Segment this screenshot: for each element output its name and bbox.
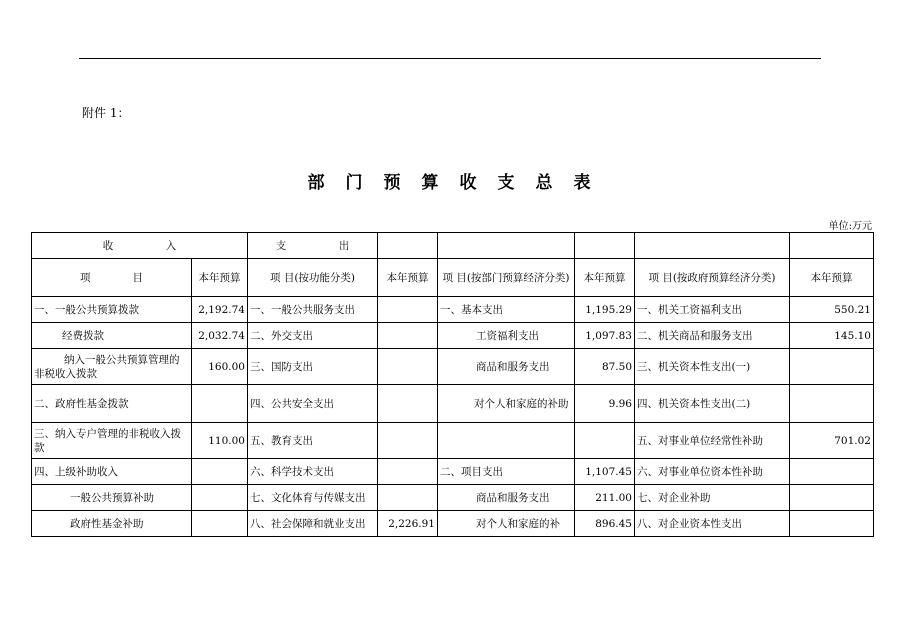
dept-item: 对个人和家庭的补助 — [438, 385, 575, 423]
dept-value: 87.50 — [575, 349, 635, 385]
col-header-gov-econ-item: 项 目(按政府预算经济分类) — [635, 259, 790, 297]
col-header-func-item: 项 目(按功能分类) — [248, 259, 378, 297]
table-row — [32, 297, 874, 323]
income-item: 政府性基金补助 — [32, 511, 192, 537]
dept-value: 9.96 — [575, 385, 635, 423]
header-blank-cell — [438, 233, 575, 259]
table-row — [32, 323, 874, 349]
func-value — [378, 385, 438, 423]
dept-item — [438, 423, 575, 459]
gov-item: 四、机关资本性支出(二) — [635, 385, 790, 423]
func-item: 八、社会保障和就业支出 — [248, 511, 378, 537]
dept-value: 896.45 — [575, 511, 635, 537]
gov-item: 五、对事业单位经常性补助 — [635, 423, 790, 459]
func-item: 四、公共安全支出 — [248, 385, 378, 423]
func-value: 2,226.91 — [378, 511, 438, 537]
func-value — [378, 459, 438, 485]
gov-value: 145.10 — [790, 323, 874, 349]
func-value — [378, 423, 438, 459]
col-header-dept-econ-item: 项 目(按部门预算经济分类) — [438, 259, 575, 297]
gov-item: 七、对企业补助 — [635, 485, 790, 511]
table-row — [32, 511, 874, 537]
income-value: 2,192.74 — [192, 297, 248, 323]
col-header-dept-budget: 本年预算 — [575, 259, 635, 297]
income-item: 二、政府性基金拨款 — [32, 385, 192, 423]
table-header-row-2 — [32, 259, 874, 297]
dept-value: 1,097.83 — [575, 323, 635, 349]
unit-label: 单位:万元 — [828, 221, 872, 232]
col-header-func-budget: 本年预算 — [378, 259, 438, 297]
dept-item: 工资福利支出 — [438, 323, 575, 349]
dept-value — [575, 423, 635, 459]
func-item: 七、文化体育与传媒支出 — [248, 485, 378, 511]
dept-item: 一、基本支出 — [438, 297, 575, 323]
gov-value — [790, 511, 874, 537]
income-item: 一般公共预算补助 — [32, 485, 192, 511]
gov-item: 二、机关商品和服务支出 — [635, 323, 790, 349]
page-title: 部门预算收支总表 — [307, 173, 612, 193]
gov-value: 550.21 — [790, 297, 874, 323]
income-item: 经费拨款 — [32, 323, 192, 349]
header-blank-cell — [635, 233, 790, 259]
table-row — [32, 459, 874, 485]
col-header-income-item: 项 目 — [32, 259, 192, 297]
func-item: 三、国防支出 — [248, 349, 378, 385]
income-value: 2,032.74 — [192, 323, 248, 349]
table-header-row-1 — [32, 233, 874, 259]
func-item: 六、科学技术支出 — [248, 459, 378, 485]
dept-item: 商品和服务支出 — [438, 349, 575, 385]
func-item: 五、教育支出 — [248, 423, 378, 459]
header-blank-cell — [790, 233, 874, 259]
income-value: 110.00 — [192, 423, 248, 459]
func-value — [378, 349, 438, 385]
dept-value: 211.00 — [575, 485, 635, 511]
header-blank-cell — [575, 233, 635, 259]
dept-value: 1,107.45 — [575, 459, 635, 485]
dept-value: 1,195.29 — [575, 297, 635, 323]
gov-value: 701.02 — [790, 423, 874, 459]
income-value — [192, 385, 248, 423]
income-value — [192, 459, 248, 485]
table-row — [32, 423, 874, 459]
gov-item: 三、机关资本性支出(一) — [635, 349, 790, 385]
income-item: 四、上级补助收入 — [32, 459, 192, 485]
func-item: 二、外交支出 — [248, 323, 378, 349]
col-header-gov-budget: 本年预算 — [790, 259, 874, 297]
func-value — [378, 485, 438, 511]
header-blank-cell — [378, 233, 438, 259]
income-item: 一、一般公共预算拨款 — [32, 297, 192, 323]
gov-item: 八、对企业资本性支出 — [635, 511, 790, 537]
income-group-header: 收 入 — [32, 233, 248, 259]
dept-item: 对个人和家庭的补 — [438, 511, 575, 537]
gov-item: 六、对事业单位资本性补助 — [635, 459, 790, 485]
table-row — [32, 485, 874, 511]
income-value — [192, 511, 248, 537]
attachment-label: 附件 1： — [82, 106, 130, 120]
dept-item: 商品和服务支出 — [438, 485, 575, 511]
top-divider-line — [79, 58, 821, 59]
income-value: 160.00 — [192, 349, 248, 385]
gov-value — [790, 385, 874, 423]
dept-item: 二、项目支出 — [438, 459, 575, 485]
gov-item: 一、机关工资福利支出 — [635, 297, 790, 323]
expense-group-header: 支 出 — [248, 233, 378, 259]
func-item: 一、一般公共服务支出 — [248, 297, 378, 323]
income-item: 纳入一般公共预算管理的非税收入拨款 — [32, 349, 192, 385]
col-header-income-budget: 本年预算 — [192, 259, 248, 297]
budget-table — [31, 232, 874, 537]
gov-value — [790, 349, 874, 385]
income-item: 三、纳入专户管理的非税收入拨款 — [32, 423, 192, 459]
table-row — [32, 349, 874, 385]
gov-value — [790, 485, 874, 511]
table-row — [32, 385, 874, 423]
func-value — [378, 323, 438, 349]
gov-value — [790, 459, 874, 485]
income-value — [192, 485, 248, 511]
func-value — [378, 297, 438, 323]
